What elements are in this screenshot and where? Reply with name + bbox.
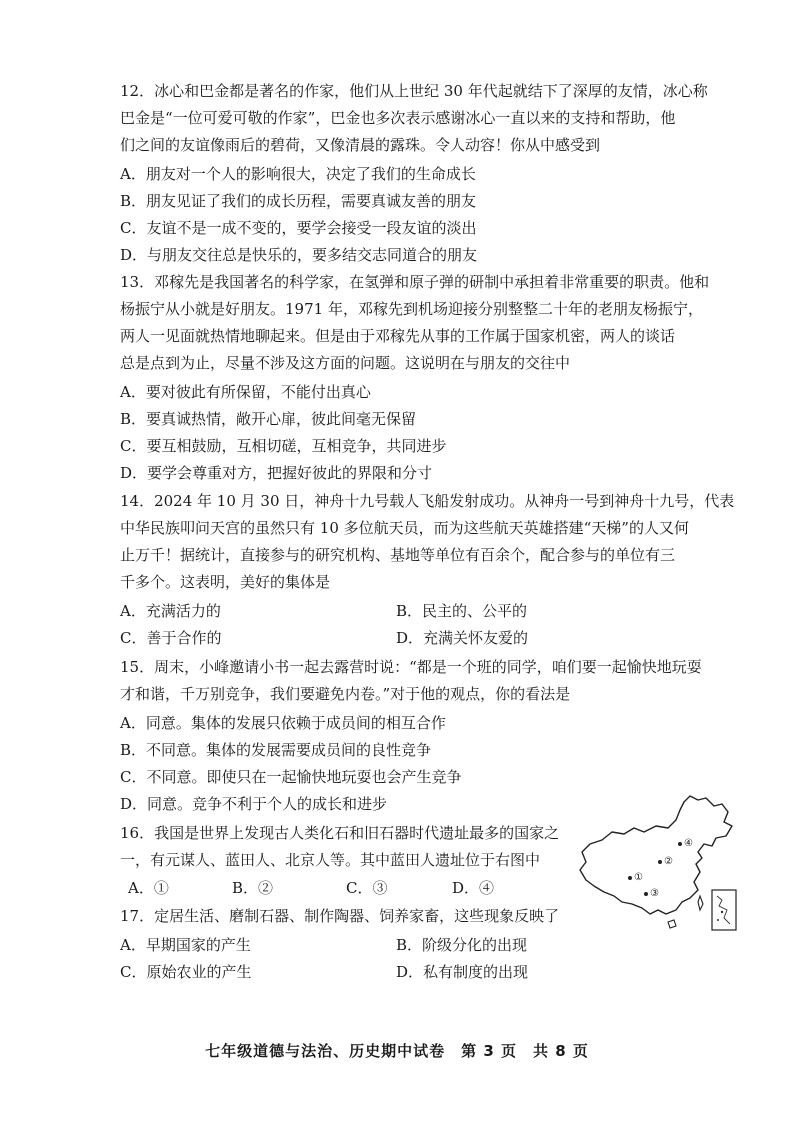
q16-option-c: C．③ [346,879,388,897]
map-marker-4: ④ [684,838,693,849]
q13-stem-line-2: 杨振宁从小就是好朋友。1971 年，邓稼先到机场迎接分别整整二十年的老朋友杨振宁， [120,300,703,318]
q14-stem-line-1: 14．2024 年 10 月 30 日，神舟十九号载人飞船发射成功。从神舟一号到神舟十九号，代表 [120,492,735,510]
q14-stem-line-2: 中华民族叩问天宫的虽然只有 10 多位航天员，而为这些航天英雄搭建“天梯”的人又何 [120,519,689,537]
q16-stem-line-1: 16．我国是世界上发现古人类化石和旧石器时代遗址最多的国家之 [120,824,560,842]
q17-option-c: C．原始农业的产生 [120,963,252,981]
china-map-outline [572,792,744,942]
q14-stem-line-4: 千多个。这表明，美好的集体是 [120,573,331,591]
q15-option-b: B．不同意。集体的发展需要成员间的良性竞争 [120,741,432,759]
q13-stem-line-3: 两人一见面就热情地聊起来。但是由于邓稼先从事的工作属于国家机密，两人的谈话 [120,327,676,345]
page-footer: 七年级道德与法治、历史期中试卷 第 3 页 共 8 页 [205,1042,589,1060]
q12-option-d: D．与朋友交往总是快乐的，要多结交志同道合的朋友 [120,246,478,264]
q15-option-a: A．同意。集体的发展只依赖于成员间的相互合作 [120,714,446,732]
q14-option-a: A．充满活力的 [120,602,221,620]
q12-stem-line-3: 们之间的友谊像雨后的碧荷，又像清晨的露珠。令人动容！你从中感受到 [120,136,601,154]
q15-stem-line-2: 才和谐，千万别竞争，我们要避免内卷。”对于他的观点，你的看法是 [120,685,571,703]
q16-option-b: B．② [232,879,274,897]
q14-option-c: C．善于合作的 [120,629,222,647]
q17-option-a: A．早期国家的产生 [120,936,251,954]
q17-option-b: B．阶级分化的出现 [396,936,528,954]
q16-option-d: D．④ [452,879,495,897]
q13-option-b: B．要真诚热情，敞开心扉，彼此间毫无保留 [120,410,417,428]
q12-stem-line-2: 巴金是“一位可爱可敬的作家”，巴金也多次表示感谢冰心一直以来的支持和帮助，他 [120,109,676,127]
q12-option-a: A．朋友对一个人的影响很大，决定了我们的生命成长 [120,165,476,183]
q13-stem-line-4: 总是点到为止，尽量不涉及这方面的问题。这说明在与朋友的交往中 [120,354,571,372]
q14-option-b: B．民主的、公平的 [396,602,528,620]
q14-option-d: D．充满关怀友爱的 [396,629,529,647]
map-marker-3: ③ [650,888,659,899]
q13-option-d: D．要学会尊重对方，把握好彼此的界限和分寸 [120,464,433,482]
q17-option-d: D．私有制度的出现 [396,963,529,981]
q12-option-c: C．友谊不是一成不变的，要学会接受一段友谊的淡出 [120,219,477,237]
q15-stem-line-1: 15．周末，小峰邀请小书一起去露营时说：“都是一个班的同学，咱们要一起愉快地玩耍 [120,658,702,676]
q14-stem-line-3: 止万千！据统计，直接参与的研究机构、基地等单位有百余个，配合参与的单位有三 [120,546,676,564]
q12-option-b: B．朋友见证了我们的成长历程，需要真诚友善的朋友 [120,192,477,210]
q15-option-d: D．同意。竞争不利于个人的成长和进步 [120,795,388,813]
q16-stem-line-2: 一，有元谋人、蓝田人、北京人等。其中蓝田人遗址位于右图中 [120,851,541,869]
q13-stem-line-1: 13．邓稼先是我国著名的科学家，在氢弹和原子弹的研制中承担着非常重要的职责。他和 [120,273,710,291]
q16-option-a: A．① [128,879,169,897]
map-marker-1: ① [634,872,643,883]
china-map-icon [572,792,744,942]
map-marker-2: ② [664,856,673,867]
q13-option-c: C．要互相鼓励，互相切磋，互相竞争，共同进步 [120,437,447,455]
q17-stem-line-1: 17．定居生活、磨制石器、制作陶器、饲养家畜，这些现象反映了 [120,907,560,925]
q13-option-a: A．要对彼此有所保留，不能付出真心 [120,383,371,401]
q12-stem-line-1: 12．冰心和巴金都是著名的作家，他们从上世纪 30 年代起就结下了深厚的友情，冰心称 [120,82,708,100]
q15-option-c: C．不同意。即使只在一起愉快地玩耍也会产生竞争 [120,768,462,786]
